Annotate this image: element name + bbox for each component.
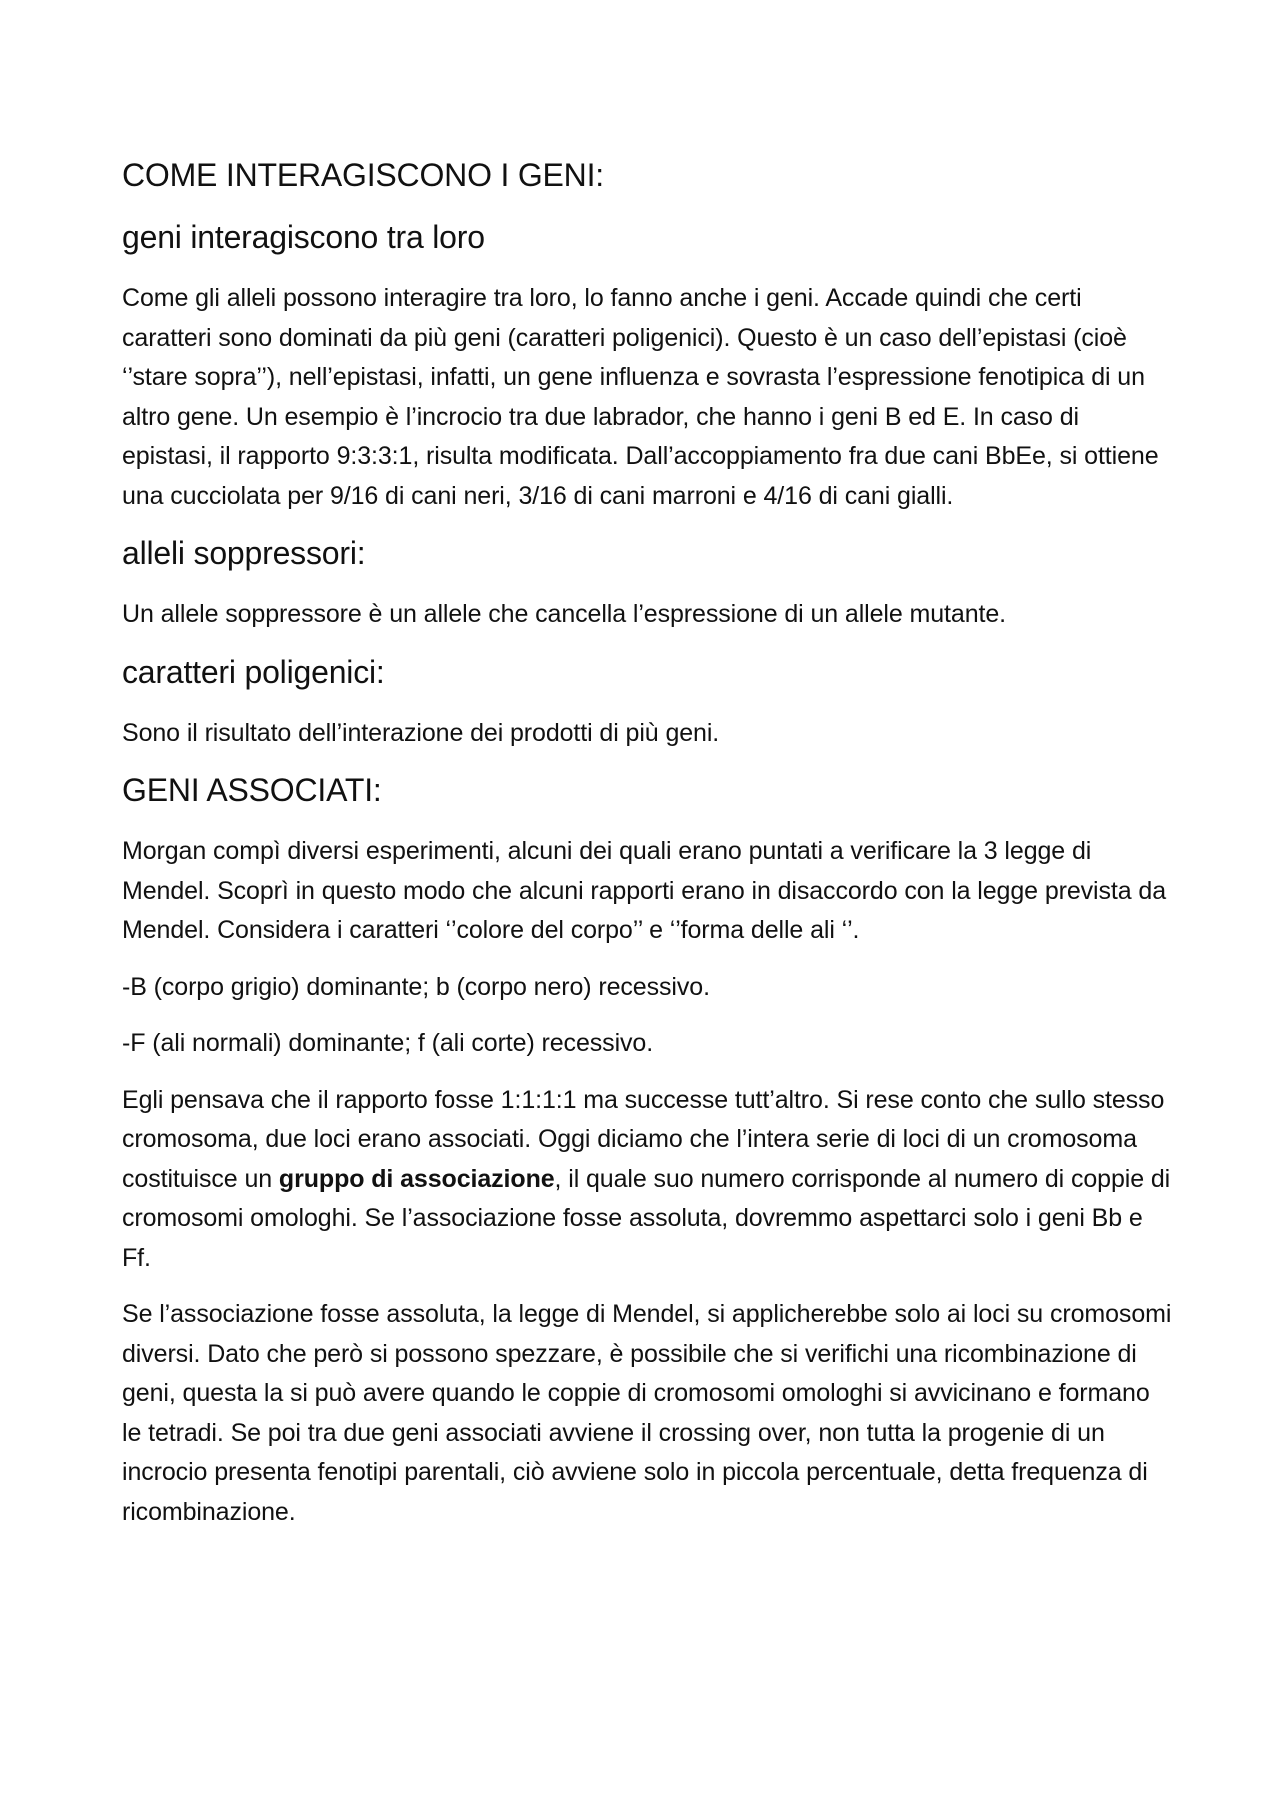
paragraph-caratteri-poligenici: Sono il risultato dell’interazione dei prodotti di più geni.: [122, 718, 720, 747]
bold-gruppo-di-associazione: gruppo di associazione: [278, 1164, 555, 1193]
paragraph-epistasi: Come gli alleli possono interagire tra loro, lo fanno anche i geni. Accade quindi che certi caratteri sono dominati da più geni (caratteri poligenici). Questo è un caso dell’epistasi (cioè ‘’stare sopra’’), nell’epistasi, infatti, un gene influenza e sovrasta l’espressione fenotipica di un altro gene. Un esempio è l’incrocio tra due labrador, che hanno i geni B ed E. In caso di epistasi, il rapporto 9:3:3:1, risulta modificata. Dall’accoppiamento fra due cani BbEe, si ottiene una cucciolata per 9/16 di cani neri, 3/16 di cani marroni e 4/16 di cani gialli.: [122, 284, 1159, 510]
paragraph-corpo-grigio: -B (corpo grigio) dominante; b (corpo nero) recessivo.: [122, 972, 710, 1001]
heading-geni-associati: GENI ASSOCIATI:: [122, 772, 382, 808]
heading-alleli-soppressori: alleli soppressori:: [122, 535, 366, 571]
paragraph-allele-soppressore: Un allele soppressore è un allele che cancella l’espressione di un allele mutante.: [122, 600, 1007, 628]
paragraph-ricombinazione: Se l’associazione fosse assoluta, la legge di Mendel, si applicherebbe solo ai loci su cromosomi diversi. Dato che però si possono spezzare, è possibile che si verifichi una ricombinazione di geni, questa la si può avere quando le coppie di cromosomi omologhi si avvicinano e formano le tetradi. Se poi tra due geni associati avviene il crossing over, non tutta la progenie di un incrocio presenta fenotipi parentali, ciò avviene solo in piccola percentuale, detta frequenza di ricombinazione.: [122, 1300, 1172, 1526]
paragraph-ali-normali: -F (ali normali) dominante; f (ali corte) recessivo.: [122, 1029, 654, 1057]
paragraph-gruppo-associazione: [122, 1081, 1172, 1279]
document-page: [122, 155, 1172, 1549]
heading-geni-interagiscono: geni interagiscono tra loro: [122, 219, 485, 255]
paragraph-gruppo-associazione-text-after: , il quale suo numero corrisponde al numero di coppie di cromosomi omologhi. Se l’associazione fosse assoluta, dovremmo aspettarci solo i geni Bb e Ff.: [122, 1164, 1171, 1272]
heading-come-interagiscono: COME INTERAGISCONO I GENI:: [122, 157, 604, 193]
heading-caratteri-poligenici: caratteri poligenici:: [122, 653, 385, 690]
paragraph-morgan: Morgan compì diversi esperimenti, alcuni dei quali erano puntati a verificare la 3 legge di Mendel. Scoprì in questo modo che alcuni rapporti erano in disaccordo con la legge prevista da Mendel. Considera i caratteri ‘’colore del corpo’’ e ‘’forma delle ali ‘’.: [122, 837, 1167, 944]
paragraph-gruppo-associazione-text-before: Egli pensava che il rapporto fosse 1:1:1:1 ma successe tutt’altro. Si rese conto che sullo stesso cromosoma, due loci erano associati. Oggi diciamo che l’intera serie di loci di un cromosoma costituisce un: [122, 1085, 1165, 1193]
